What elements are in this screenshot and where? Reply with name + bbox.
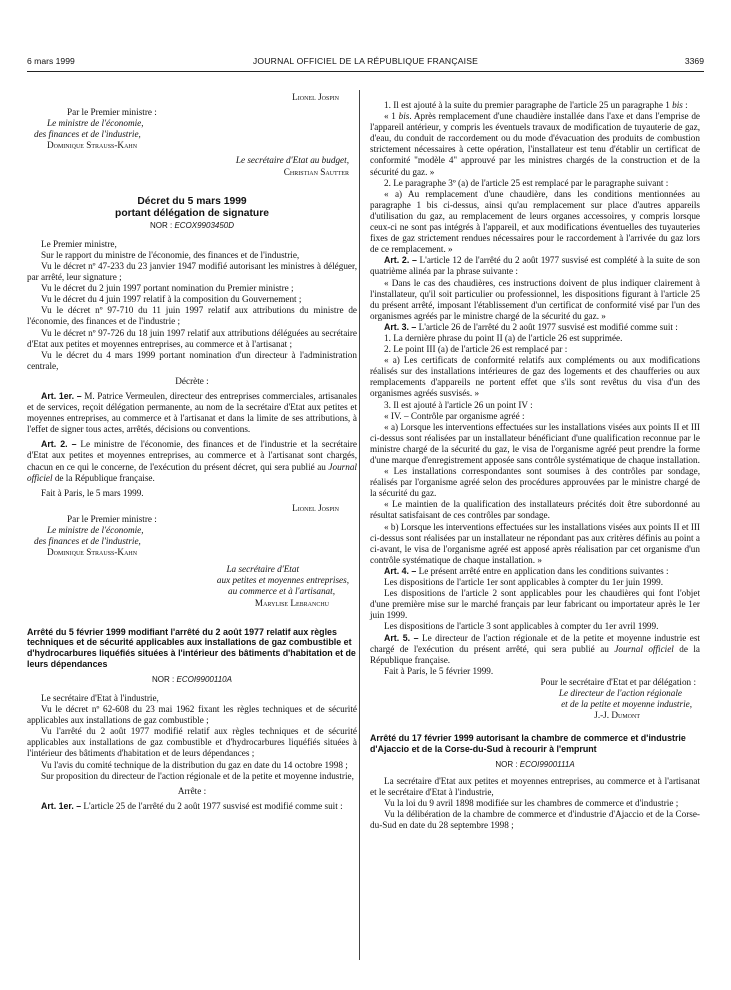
paragraph: « IV. – Contrôle par organisme agréé : (384, 410, 525, 421)
paragraph: 1. La dernière phrase du point II (a) de l'article 26 est supprimée. (384, 332, 623, 343)
header-page-number: 3369 (684, 56, 704, 66)
paragraph: Vu la délibération de la chambre de commerce et d'industrie d'Ajaccio et de la Corse-du-Sud en date du 28 septembre 1998 ; (370, 809, 700, 831)
column-divider (359, 90, 360, 960)
paragraph: Le Premier ministre, (41, 238, 117, 249)
article-text: de la République française. (52, 472, 155, 483)
minister-name: Dominique Strauss-Kahn (47, 140, 138, 151)
decret-nor (27, 220, 357, 231)
article-label: Art. 1er. – (41, 800, 82, 811)
text-run: « 1 (384, 111, 399, 122)
paragraph: « Les installations correspondantes sont soumises à des contrôles par sondage, réalisés par l'organisme agréé selon des procédures approuvées par le ministre chargé de la sécurité du gaz. (370, 466, 700, 499)
paragraph: Vu l'arrêté du 2 août 1977 modifié relatif aux règles techniques et de sécurité applicables aux installations de gaz combustible et d'hydrocarbures liquéfiés situées à l'intérieur des bâtiments d'habitation et de leurs dépendances ; (27, 726, 357, 759)
paragraph: Vu le décret nº 62-608 du 23 mai 1962 fixant les règles techniques et de sécurité applicables aux installations de gaz combustible ; (27, 704, 357, 726)
paragraph: Les dispositions de l'article 1er sont applicables à compter du 1er juin 1999. (384, 577, 663, 588)
decrete-label: Décrète : (175, 375, 209, 386)
secretary-title-3: au commerce et à l'artisanat, (227, 586, 335, 597)
director-title-2: et de la petite et moyenne industrie, (561, 699, 692, 710)
arrete-nor (27, 674, 357, 685)
paragraph: Vu le décret du 4 mars 1999 portant nomination d'un directeur à l'administration centrale, (27, 349, 357, 371)
arrete-title: Arrêté du 5 février 1999 modifiant l'arrêté du 2 août 1977 relatif aux règles techniques et de sécurité applicables aux installations de gaz combustible et d'hydrocarbures liquéfiés situées à l'intérieur des bâtiments d'habitation et de leurs dépendances (27, 626, 356, 670)
article-text: Le directeur de l'action régionale et de la petite et moyenne industrie est chargé de l'exécution du présent arrêté, qui sera publié au (370, 632, 700, 654)
nor-code: ECOX9903450D (174, 220, 235, 230)
journal-name: Journal officiel (614, 643, 674, 654)
article-5 (370, 633, 700, 666)
header-journal-title: JOURNAL OFFICIEL DE LA RÉPUBLIQUE FRANÇAISE (252, 56, 479, 66)
article-label: Art. 3. – (384, 321, 417, 332)
decret-title-line-1: Décret du 5 mars 1999 (137, 195, 247, 207)
right-column (370, 100, 700, 831)
delegation-label: Pour le secrétaire d'Etat et par délégation : (540, 676, 696, 687)
paragraph: Vu la loi du 9 avril 1898 modifiée sur les chambres de commerce et d'industrie ; (384, 798, 679, 809)
paragraph: Le secrétaire d'Etat à l'industrie, (41, 692, 159, 703)
secretary-title-1: La secrétaire d'Etat (226, 564, 299, 575)
paragraph: Vu le décret du 4 juin 1997 relatif à la composition du Gouvernement ; (41, 294, 302, 305)
paragraph: « a) Lorsque les interventions effectuées sur les installations visées aux points II et III ci-dessus sont réalisées par un installateur bénéficiant d'une qualification reconnue par le ministre chargé de la sécurité du gaz, le visa de l'organisme agréé peut prendre la forme d'une marque d'enregistrement apposée sans contrôle systématique de chaque installation. (370, 421, 700, 465)
article-text: M. Patrice Vermeulen, directeur des entreprises commerciales, artisanales et de services, reçoit délégation permanente, au nom de la secrétaire d'Etat aux petites et moyennes entreprises, au commerce et à l'artisanat et dans la limite de ses attributions, à l'effet de signer tous actes, arrêtés, décisions ou conventions. (27, 390, 357, 435)
article-label: Art. 2. – (41, 439, 77, 450)
paragraph: 2. Le paragraphe 3º (a) de l'article 25 est remplacé par le paragraphe suivant : (384, 177, 669, 188)
director-title-1: Le directeur de l'action régionale (558, 687, 682, 698)
secretary-name: Christian Sautter (283, 166, 349, 177)
paragraph: Vu l'avis du comité technique de la distribution du gaz en date du 14 octobre 1998 ; (41, 759, 348, 770)
header-rule (27, 71, 704, 72)
page-header (27, 56, 704, 70)
article-label: Art. 1er. – (41, 390, 82, 401)
paragraph: « b) Lorsque les interventions effectuées sur les installations visées aux points II et III ci-dessus sont réalisées par un installateur ne répondant pas aux critères définis au point a ci-avant, le visa de l'organisme agréé est apposé après réalisation par cet organisme d'un contrôle systématique de chaque installation. » (370, 521, 700, 565)
text-run: bis (398, 111, 410, 122)
article-3 (370, 322, 700, 333)
journal-name: Journal officiel (27, 461, 357, 483)
paragraph: Sur le rapport du ministre de l'économie, des finances et de l'industrie, (41, 249, 300, 260)
text-run: bis (672, 100, 683, 110)
by-pm-label: Par le Premier ministre : (67, 107, 157, 118)
minister-name: Dominique Strauss-Kahn (47, 547, 138, 558)
minister-title-1: Le ministre de l'économie, (47, 118, 144, 129)
article-2 (27, 439, 357, 483)
paragraph: 3. Il est ajouté à l'article 26 un point IV : (384, 399, 533, 410)
nor-label: NOR : (149, 220, 173, 230)
paragraph: Vu le décret nº 47-233 du 23 janvier 1947 modifié autorisant les ministres à déléguer, par arrêté, leur signature ; (27, 260, 357, 283)
article-text: L'article 12 de l'arrêté du 2 août 1977 susvisé est complété à la suite de son quatrième alinéa par la phrase suivante : (370, 255, 700, 277)
nor-code: ECOI9900110A (176, 674, 232, 684)
article-text: de la République française. (370, 643, 701, 665)
paragraph: Les dispositions de l'article 3 sont applicables à compter du 1er avril 1999. (384, 621, 659, 632)
decret-title-line-2: portant délégation de signature (115, 207, 269, 219)
minister-title-1: Le ministre de l'économie, (47, 525, 144, 535)
paragraph (370, 100, 700, 111)
article-text: L'article 25 de l'arrêté du 2 août 1977 susvisé est modifié comme suit : (83, 800, 343, 811)
article-label: Art. 4. – (384, 565, 417, 576)
director-name: J.-J. Dumont (594, 710, 640, 721)
article-label: Art. 2. – (384, 255, 417, 266)
arrete-label: Arrête : (177, 785, 207, 796)
text-run: . Après remplacement d'une chaudière installée dans l'axe et dans l'emprise de l'appareil antérieur, y compris les éventuels travaux de modification de tuyauterie de gaz, d'eau, du conduit de raccordement ou du mode d'évacuation des produits de combustion strictement nécessaires à cette opération, l'installateur est tenu d'établir un certificat de conformité "modèle 4" approuvé par les ministres chargés de la construction et de la sécurité du gaz. » (370, 111, 700, 177)
article-4 (370, 566, 700, 577)
secretary-name: Marylise Lebranchu (254, 597, 329, 608)
paragraph: Vu le décret du 2 juin 1997 portant nomination du Premier ministre ; (41, 283, 294, 294)
secretary-title-2: aux petites et moyennes entreprises, (216, 575, 349, 586)
paragraph: La secrétaire d'Etat aux petites et moyennes entreprises, au commerce et à l'artisanat et le secrétaire d'Etat à l'industrie, (370, 775, 700, 798)
fait-date: Fait à Paris, le 5 mars 1999. (41, 487, 144, 498)
secretary-title: Le secrétaire d'Etat au budget, (235, 155, 349, 166)
nor-code: ECOI9900111A (519, 759, 575, 769)
paragraph: « a) Les certificats de conformité relatifs aux compléments ou aux modifications réalisés sur des installations intérieures de gaz des logements et des chaufferies ou aux remplacements d'appareils ne portent effet que s'ils sont revêtus du visa d'un des organismes agréés susvisés. » (370, 355, 700, 399)
paragraph: Vu le décret nº 97-726 du 18 juin 1997 relatif aux attributions déléguées au secrétaire d'Etat aux petites et moyennes entreprises, au commerce et à l'artisanat ; (27, 327, 357, 349)
paragraph: Les dispositions de l'article 2 sont applicables pour les chaudières qui font l'objet d'une première mise sur le marché français par leur fabricant ou importateur après le 1er juin 1999. (370, 588, 700, 621)
paragraph: « Le maintien de la qualification des installateurs précités doit être subordonné au résultat satisfaisant de ces contrôles par sondage. (370, 499, 700, 521)
nor-label: NOR : (152, 674, 175, 684)
left-column (27, 92, 357, 812)
paragraph (370, 111, 700, 178)
text-run: : (682, 100, 688, 110)
article-text: Le présent arrêté entre en application dans les conditions suivantes : (418, 565, 669, 576)
arrete-2-title: Arrêté du 17 février 1999 autorisant la chambre de commerce et d'industrie d'Ajaccio et de la Corse-du-Sud à recourir à l'emprunt (370, 733, 686, 755)
minister-title-2: des finances et de l'industrie, (34, 129, 141, 140)
signatory-pm: Lionel Jospin (292, 92, 339, 102)
signatory-pm: Lionel Jospin (292, 502, 339, 513)
paragraph: Sur proposition du directeur de l'action régionale et de la petite et moyenne industrie, (41, 770, 354, 781)
article-1 (27, 391, 357, 435)
article-text: L'article 26 de l'arrêté du 2 août 1977 susvisé est modifié comme suit : (418, 321, 678, 332)
article-2 (370, 255, 700, 277)
text-run: 1. Il est ajouté à la suite du premier paragraphe de l'article 25 un paragraphe 1 (384, 100, 673, 110)
article-label: Art. 5. – (384, 632, 419, 643)
nor-label: NOR : (495, 759, 518, 769)
paragraph: « Dans le cas des chaudières, ces instructions doivent de plus indiquer clairement à l'installateur, qu'il soit particulier ou professionnel, les dispositions figurant à l'article 25 du présent arrêté, imposant l'établissement d'un certificat de conformité visé par l'un des organismes agréés par le ministre chargé de la sécurité du gaz. » (370, 277, 700, 321)
header-date: 6 mars 1999 (27, 56, 75, 66)
fait-date: Fait à Paris, le 5 février 1999. (384, 665, 494, 676)
minister-title-2: des finances et de l'industrie, (34, 536, 141, 547)
arrete-2-nor (370, 759, 700, 770)
paragraph: « a) Au remplacement d'une chaudière, dans les conditions mentionnées au paragraphe 1 bis ci-dessus, ainsi qu'au remplacement sur place d'autres appareils d'utilisation du gaz, au remplacement de leurs organes accessoires, y compris lorsque ceux-ci ne sont pas intégrés à l'appareil, et aux modifications éventuelles des tuyauteries fixes de gaz strictement rendues nécessaires pour le raccordement à l'arrivée du gaz lors de ce remplacement. » (370, 188, 700, 255)
paragraph: 2. Le point III (a) de l'article 26 est remplacé par : (384, 344, 568, 355)
article-1 (27, 801, 357, 812)
paragraph: Vu le décret nº 97-710 du 11 juin 1997 relatif aux attributions du ministre de l'économie, des finances et de l'industrie ; (27, 305, 357, 327)
article-text: Le ministre de l'économie, des finances et de l'industrie et la secrétaire d'Etat aux petites et moyennes entreprises, au commerce et à l'artisanat sont chargés, chacun en ce qui le concerne, de l'exécution du présent décret, qui sera publié au (27, 439, 357, 472)
by-pm-label: Par le Premier ministre : (67, 513, 157, 524)
